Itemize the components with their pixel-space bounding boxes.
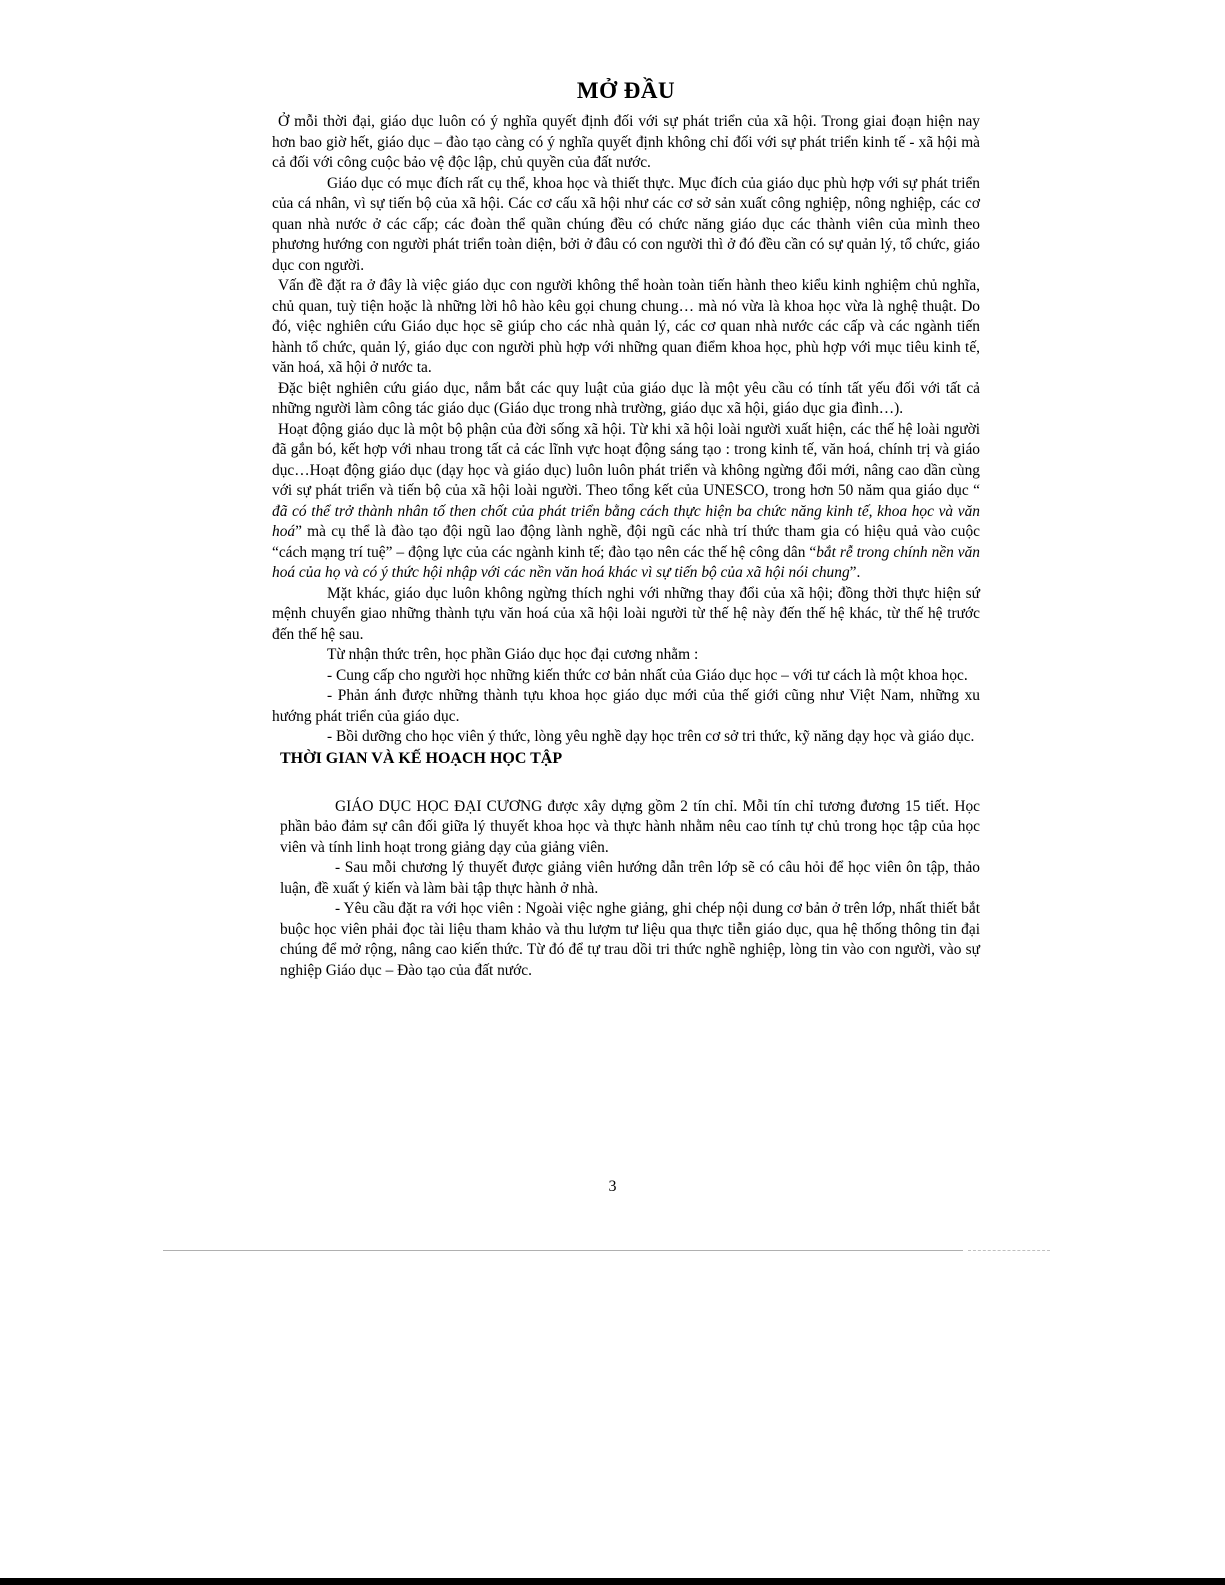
- page-title: MỞ ĐẦU: [576, 78, 676, 103]
- schedule-paragraph-2: - Sau mỗi chương lý thuyết được giảng viên hướng dẫn trên lớp sẽ có câu hỏi để học viên ôn tập, thảo luận, đề xuất ý kiến và làm bài tập thực hành ở nhà.: [280, 859, 980, 897]
- footer-divider: [163, 1250, 963, 1251]
- section-heading: THỜI GIAN VÀ KẾ HOẠCH HỌC TẬP: [280, 749, 563, 767]
- intro-paragraph-2: Giáo dục có mục đích rất cụ thể, khoa học và thiết thực. Mục đích của giáo dục phù hợp với sự phát triển của cá nhân, vì sự tiến bộ của xã hội. Các cơ cấu xã hội như các cơ sở sản xuất công nghiệp, nông nghiệp, các cơ quan nhà nước ở các cấp; các đoàn thể quần chúng đều có chức năng giáo dục các thành viên của mình theo phương hướng con người phát triển toàn diện, bởi ở đâu có con người thì ở đó đều cần có sự quản lý, tổ chức, giáo dục con người.: [272, 174, 980, 274]
- document-page: [272, 78, 980, 981]
- intro-paragraph-6: Mặt khác, giáo dục luôn không ngừng thích nghi với những thay đổi của xã hội; đồng thời thực hiện sứ mệnh chuyển giao những thành tựu văn hoá của xã hội loài người từ thế hệ này đến thế hệ khác, từ thế hệ trước đến thế hệ sau.: [272, 584, 980, 643]
- schedule-section: [272, 797, 980, 982]
- section-spacer: [272, 769, 980, 797]
- footer-divider-tail: [968, 1250, 1050, 1251]
- intro-paragraph-4: Đặc biệt nghiên cứu giáo dục, nắm bắt các quy luật của giáo dục là một yêu cầu có tính tất yếu đối với tất cả những người làm công tác giáo dục (Giáo dục trong nhà trường, giáo dục xã hội, giáo dục gia đình…).: [272, 379, 980, 417]
- objective-item-2: - Phản ánh được những thành tựu khoa học giáo dục mới của thế giới cũng như Việt Nam, những xu hướng phát triển của giáo dục.: [272, 687, 980, 725]
- objective-item-1: - Cung cấp cho người học những kiến thức cơ bản nhất của Giáo dục học – với tư cách là một khoa học.: [327, 666, 968, 684]
- paragraph-5-text-c: ”.: [849, 564, 861, 581]
- intro-paragraph-5: [272, 420, 980, 584]
- intro-paragraph-3: Vấn đề đặt ra ở đây là việc giáo dục con người không thể hoàn toàn tiến hành theo kiểu kinh nghiệm chủ nghĩa, chủ quan, tuỳ tiện hoặc là những lời hô hào kêu gọi chung chung… mà nó vừa là khoa học vừa là nghệ thuật. Do đó, việc nghiên cứu Giáo dục học sẽ giúp cho các nhà quản lý, các cơ quan nhà nước các cấp và các ngành tiến hành tổ chức, quản lý, giáo dục con người phù hợp với những quan điểm khoa học, phù hợp với mục tiêu kinh tế, văn hoá, xã hội ở nước ta.: [272, 277, 980, 376]
- unesco-quote: đã có thể trở thành nhân tố then chốt của phát triển bằng cách thực hiện ba chức năng kinh tế, khoa học và văn hoá: [272, 502, 980, 540]
- bottom-edge-bar: [0, 1578, 1225, 1585]
- paragraph-5-text-a: Hoạt động giáo dục là một bộ phận của đời sống xã hội. Từ khi xã hội loài người xuất hiện, các thế hệ loài người đã gắn bó, kết hợp với nhau trong tất cả các lĩnh vực hoạt động sáng tạo : trong kinh tế, văn hoá, chính trị và giáo dục…Hoạt động giáo dục (dạy học và giáo dục) luôn luôn phát triển và không ngừng đổi mới, nâng cao dần cùng với sự phát triển và tiến bộ của xã hội loài người. Theo tổng kết của UNESCO, trong hơn 50 năm qua giáo dục “: [272, 420, 980, 499]
- schedule-paragraph-1: GIÁO DỤC HỌC ĐẠI CƯƠNG được xây dựng gồm 2 tín chỉ. Mỗi tín chỉ tương đương 15 tiết. Học phần bảo đảm sự cân đối giữa lý thuyết khoa học và thực hành nhằm nêu cao tính tự chủ trong học tập của học viên và tính linh hoạt trong giảng dạy của giảng viên.: [280, 797, 980, 856]
- intro-paragraph-7: Từ nhận thức trên, học phần Giáo dục học đại cương nhằm :: [327, 646, 699, 663]
- objective-item-3: - Bồi dưỡng cho học viên ý thức, lòng yêu nghề dạy học trên cơ sở tri thức, kỹ năng dạy học và giáo dục.: [327, 728, 975, 745]
- citizen-quote: bắt rễ trong chính nền văn hoá của họ và có ý thức hội nhập với các nền văn hoá khác vì sự tiến bộ của xã hội nói chung: [272, 543, 980, 581]
- page-number: 3: [608, 1178, 617, 1195]
- schedule-paragraph-3: - Yêu cầu đặt ra với học viên : Ngoài việc nghe giảng, ghi chép nội dung cơ bản ở trên lớp, nhất thiết bắt buộc học viên phải đọc tài liệu tham khảo và thu lượm tư liệu qua thực tiễn giáo dục, qua hệ thống thông tin đại chúng để mở rộng, nâng cao kiến thức. Từ đó để tự trau dồi tri thức nghề nghiệp, lòng tin vào con người, vào sự nghiệp Giáo dục – Đào tạo của đất nước.: [280, 900, 980, 979]
- intro-paragraph-1: Ở mỗi thời đại, giáo dục luôn có ý nghĩa quyết định đối với sự phát triển của xã hội. Trong giai đoạn hiện nay hơn bao giờ hết, giáo dục – đào tạo càng có ý nghĩa quyết định không chỉ đối với sự phát triển kinh tế - xã hội mà cả đối với công cuộc bảo vệ độc lập, chủ quyền của đất nước.: [272, 113, 980, 171]
- paragraph-5-text-b: ” mà cụ thể là đào tạo đội ngũ lao động lành nghề, đội ngũ các nhà trí thức tham gia có hiệu quả vào cuộc “cách mạng trí tuệ” – động lực của các ngành kinh tế; đào tạo nên các thế hệ công dân “: [272, 523, 980, 561]
